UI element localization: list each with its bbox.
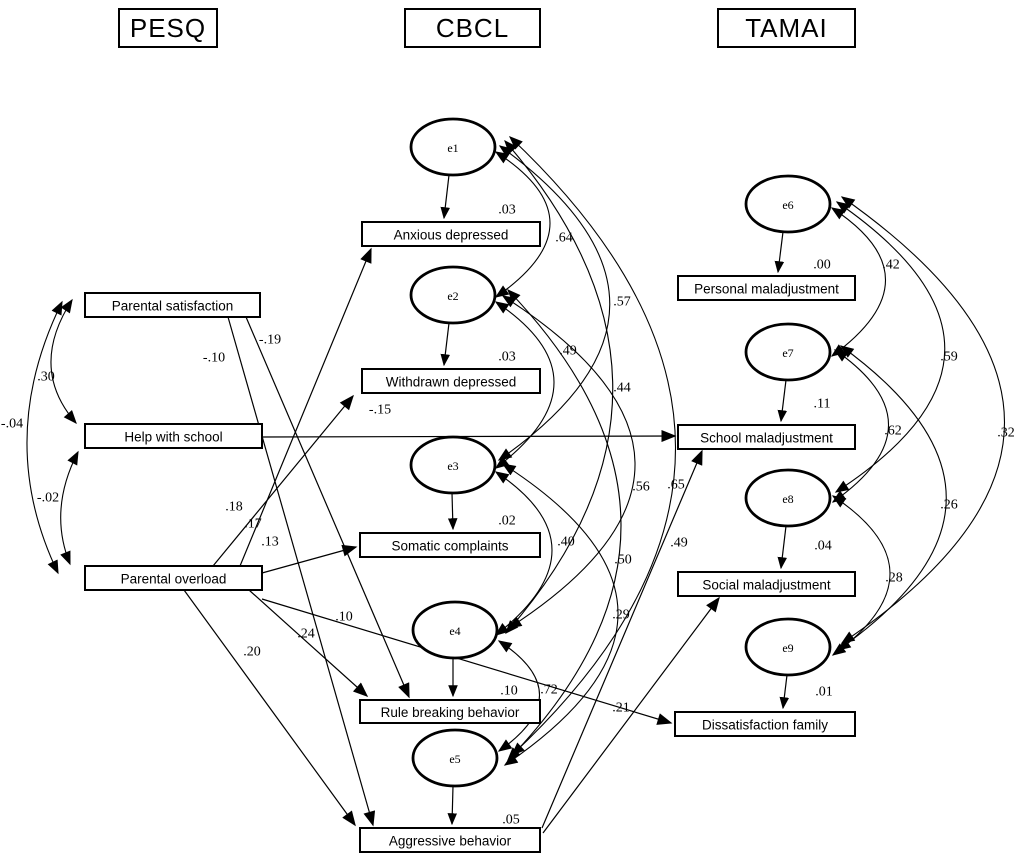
cov-coef-e7-with-e9: .26 (940, 497, 958, 513)
box-label-parental-overload: Parental overload (120, 571, 227, 587)
header-cbcl: CBCL (404, 8, 541, 48)
covariance-e6-with-e9 (842, 197, 1005, 643)
cov-coef-e2-with-e5: .50 (614, 552, 632, 568)
coef-parental-satisfaction-to-rule-breaking-behavior: -.19 (258, 332, 282, 348)
error-term-ellipses (411, 119, 830, 786)
r2-label-personal-maladjustment: .00 (813, 257, 831, 273)
coef-parental-satisfaction-to-aggressive-behavior: -.10 (202, 350, 226, 366)
coef-parental-overload-to-rule-breaking-behavior: .24 (297, 626, 315, 642)
box-label-personal-maladjustment: Personal maladjustment (694, 281, 839, 297)
box-label-somatic-complaints: Somatic complaints (391, 538, 509, 554)
covariance-help-with-school-with-parental-overload (61, 452, 78, 564)
cov-coef-e2-with-e4: .56 (632, 479, 650, 495)
r2-label-dissatisfaction-family: .01 (815, 684, 833, 700)
path-parental-overload-to-somatic-complaints (262, 547, 356, 573)
cov-coef-e2-with-e3: .49 (559, 343, 577, 359)
cov-coef-parental-satisfaction-with-parental-overload: -.04 (0, 416, 24, 432)
path-aggressive-behavior-to-school-maladjustment (542, 451, 702, 828)
error-label-e7: e7 (782, 346, 794, 360)
cov-coef-e1-with-e5: .49 (670, 535, 688, 551)
cov-coef-help-with-school-with-parental-overload: -.02 (36, 490, 60, 506)
coef-parental-overload-to-dissatisfaction-family: .10 (335, 609, 353, 625)
cov-coef-e7-with-e8: .62 (884, 423, 902, 439)
cov-coef-e1-with-e4: .44 (613, 380, 631, 396)
path-parental-overload-to-withdrawn-depressed (213, 396, 353, 566)
coef-parental-overload-to-withdrawn-depressed: .17 (244, 516, 262, 532)
box-label-dissatisfaction-family: Dissatisfaction family (701, 717, 829, 733)
covariance-e1-with-e3 (499, 146, 610, 460)
box-label-help-with-school: Help with school (124, 429, 223, 445)
path-help-with-school-to-school-maladjustment (262, 436, 675, 437)
error-label-e6: e6 (782, 198, 794, 212)
error-label-e2: e2 (447, 289, 459, 303)
box-label-social-maladjustment: Social maladjustment (702, 577, 831, 593)
r2-label-anxious-depressed: .03 (498, 202, 516, 218)
header-pesq: PESQ (118, 8, 218, 48)
box-label-rule-breaking-behavior: Rule breaking behavior (380, 705, 520, 720)
error-arrow-e5-to-aggressive-behavior (452, 786, 453, 824)
error-arrow-e9-to-dissatisfaction-family (783, 675, 787, 708)
cov-coef-e8-with-e9: .28 (885, 570, 903, 586)
error-arrow-e1-to-anxious-depressed (444, 175, 449, 218)
r2-label-somatic-complaints: .02 (498, 513, 516, 529)
error-arrow-e3-to-somatic-complaints (452, 493, 453, 529)
cov-coef-e1-with-e3: .57 (613, 294, 631, 310)
cov-coef-e6-with-e8: .59 (940, 349, 958, 365)
covariance-e7-with-e9 (838, 346, 946, 650)
error-arrow-e6-to-personal-maladjustment (778, 232, 783, 272)
box-label-anxious-depressed: Anxious depressed (393, 227, 509, 243)
path-parental-overload-to-rule-breaking-behavior (249, 590, 367, 696)
r2-label-rule-breaking-behavior: .10 (500, 683, 518, 699)
coef-aggressive-behavior-to-school-maladjustment: .65 (667, 477, 685, 493)
error-label-e5: e5 (449, 752, 461, 766)
path-parental-overload-to-aggressive-behavior (184, 590, 355, 825)
error-label-e3: e3 (447, 459, 459, 473)
error-arrow-e8-to-social-maladjustment (781, 526, 786, 568)
header-tamai: TAMAI (717, 8, 856, 48)
box-label-parental-satisfaction: Parental satisfaction (111, 298, 234, 314)
cov-coef-e3-with-e4: .40 (557, 534, 575, 550)
cov-coef-parental-satisfaction-with-help-with-school: .30 (37, 369, 55, 385)
box-label-withdrawn-depressed: Withdrawn depressed (385, 374, 517, 390)
coef-parental-overload-to-anxious-depressed: .18 (225, 499, 243, 515)
error-arrow-e7-to-school-maladjustment (781, 380, 786, 421)
box-label-school-maladjustment: School maladjustment (700, 430, 833, 446)
error-label-e9: e9 (782, 641, 794, 655)
coef-parental-overload-to-somatic-complaints: .13 (261, 534, 279, 550)
r2-label-withdrawn-depressed: .03 (498, 349, 516, 365)
coef-help-with-school-to-school-maladjustment: -.15 (368, 402, 392, 418)
r2-label-school-maladjustment: .11 (813, 396, 831, 412)
covariance-e2-with-e5 (508, 290, 621, 760)
error-label-e8: e8 (782, 492, 794, 506)
cov-coef-e6-with-e9: .32 (997, 425, 1015, 441)
cov-coef-e4-with-e5: .72 (540, 682, 558, 698)
cov-coef-e3-with-e5: .29 (612, 607, 630, 623)
coef-parental-overload-to-aggressive-behavior: .20 (243, 644, 261, 660)
error-label-e1: e1 (447, 141, 459, 155)
covariance-parental-satisfaction-with-parental-overload (27, 302, 62, 573)
box-label-aggressive-behavior: Aggressive behavior (388, 833, 512, 849)
cov-coef-e1-with-e2: .64 (555, 230, 573, 246)
r2-label-social-maladjustment: .04 (814, 538, 832, 554)
error-arrow-e2-to-withdrawn-depressed (444, 323, 449, 365)
r2-label-aggressive-behavior: .05 (502, 812, 520, 828)
cov-coef-e6-with-e7: .42 (882, 257, 900, 273)
coef-aggressive-behavior-to-social-maladjustment: .21 (612, 700, 630, 716)
error-label-e4: e4 (449, 624, 461, 638)
